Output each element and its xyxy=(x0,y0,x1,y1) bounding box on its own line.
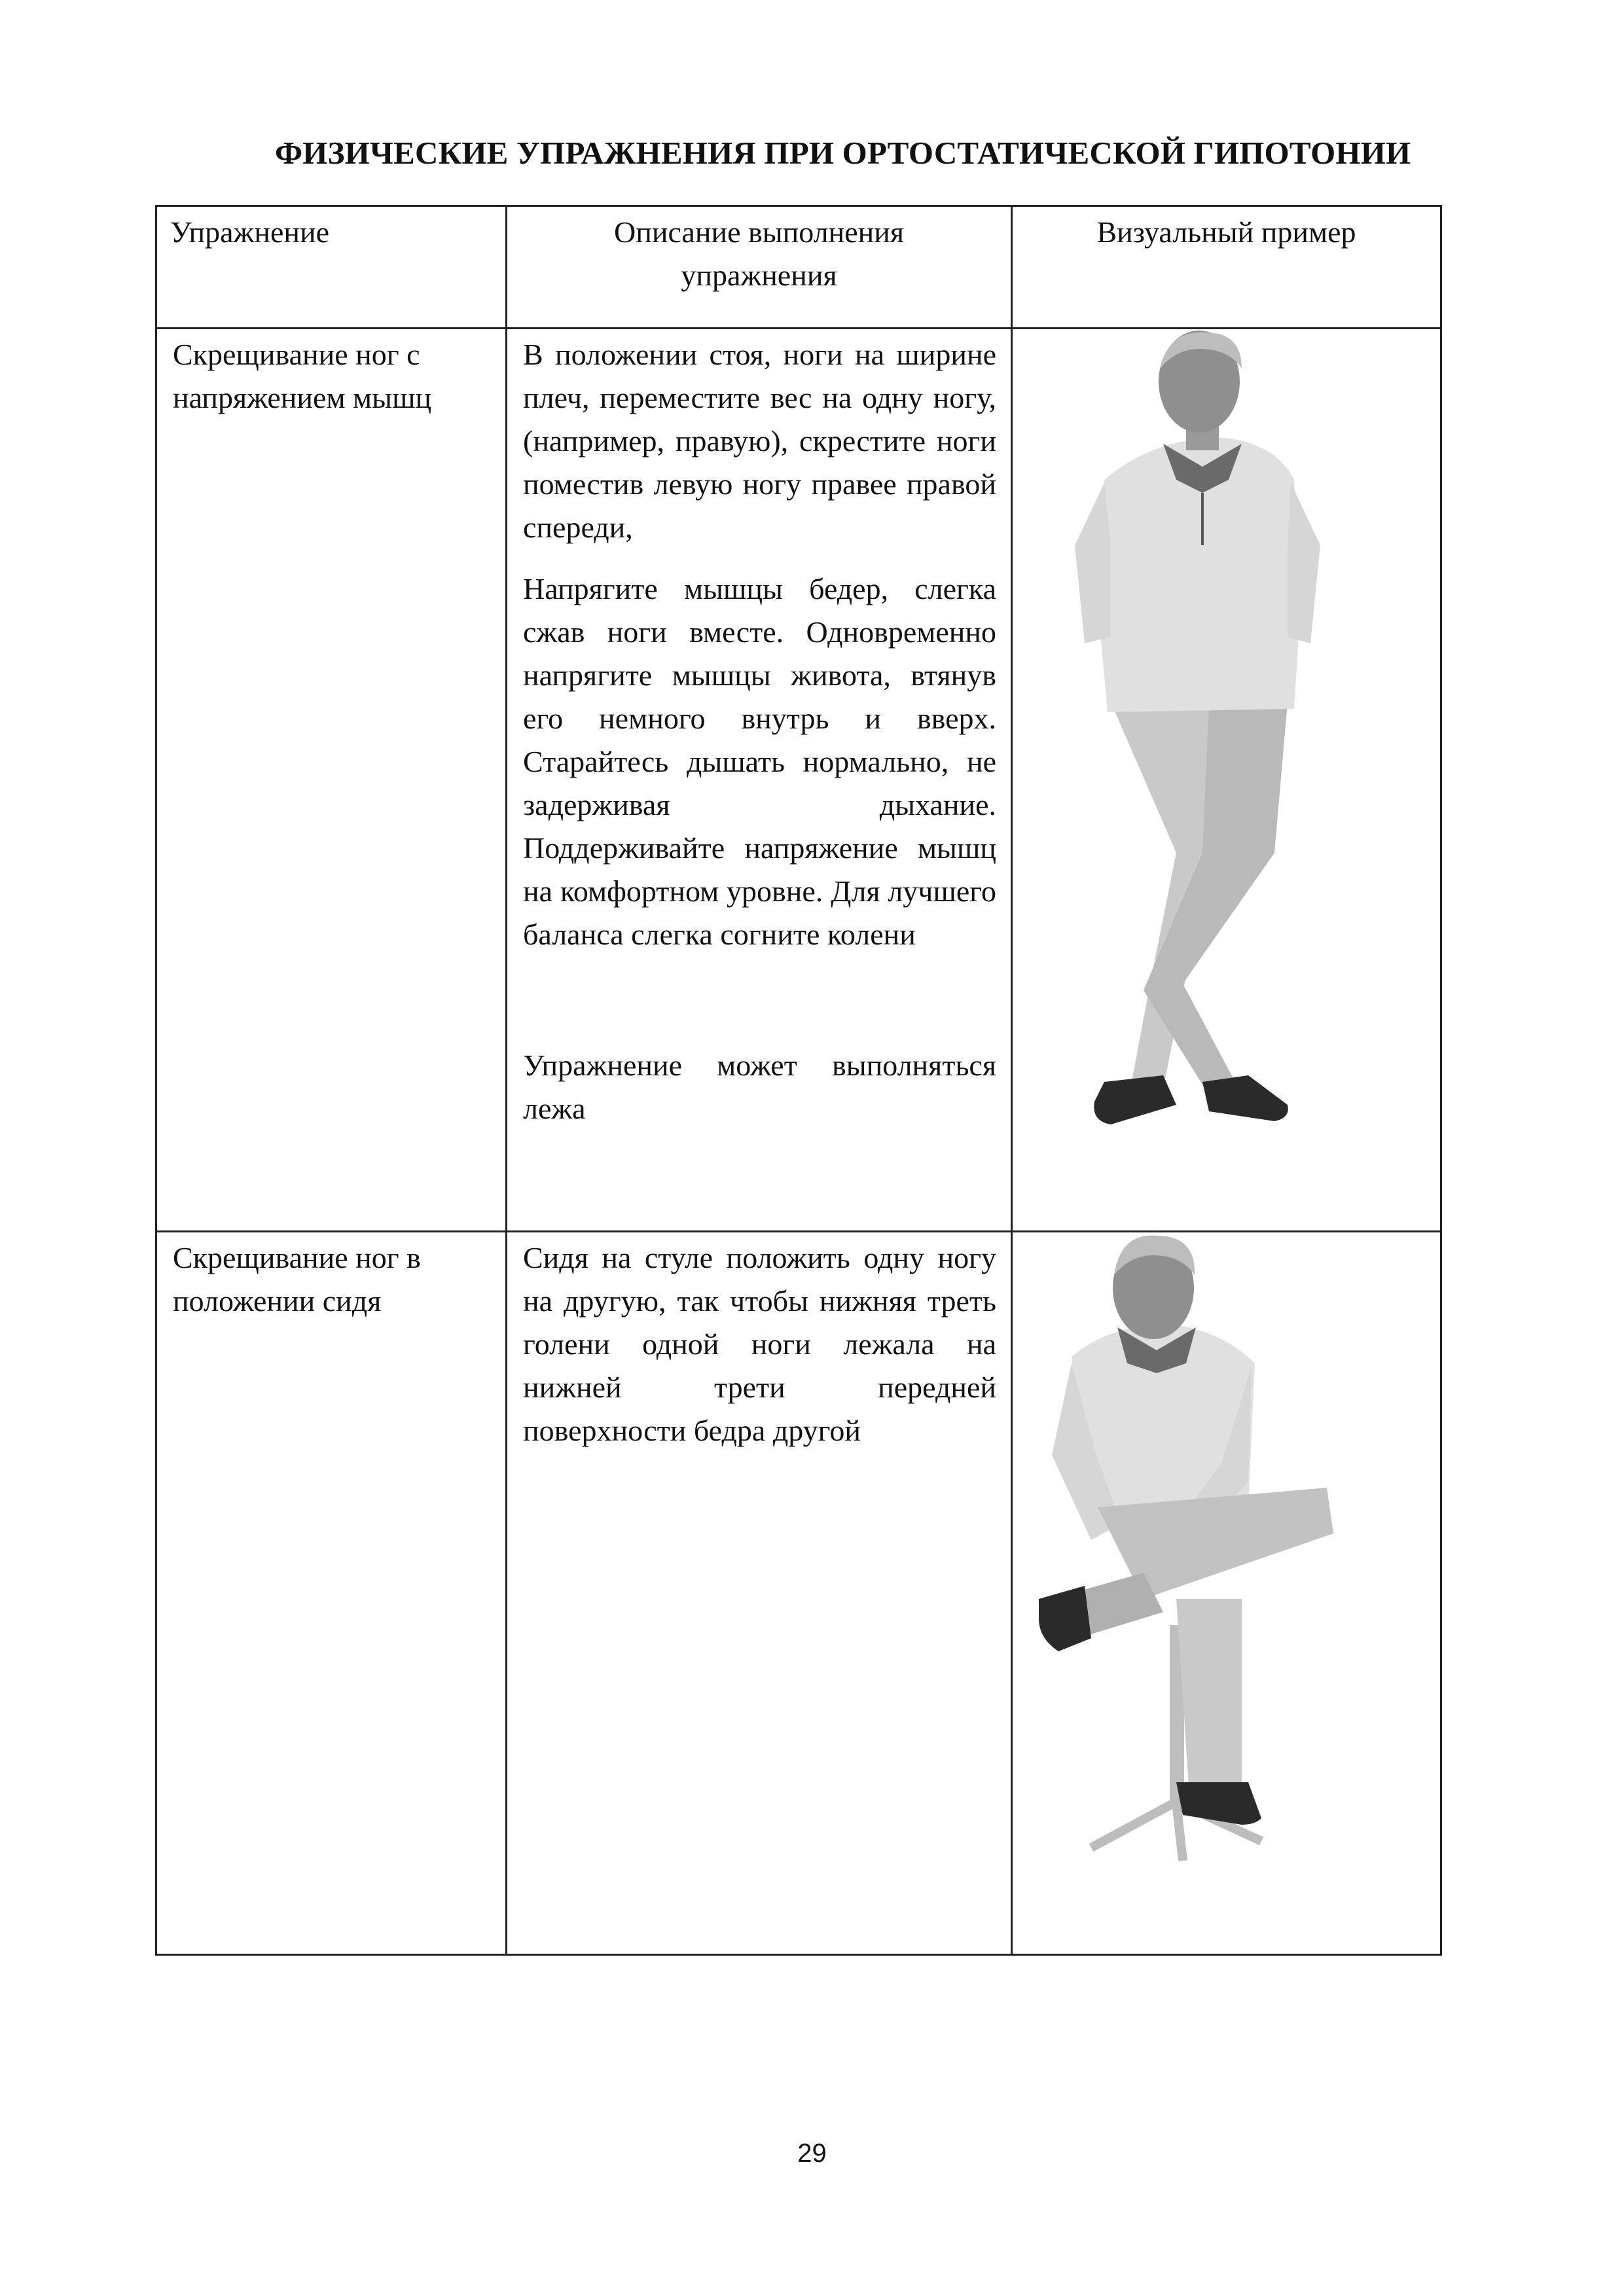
seated-exercise-photo xyxy=(1012,1232,1441,1955)
header-exercise: Упражнение xyxy=(156,206,507,329)
seated-person-illustration xyxy=(1013,1232,1438,1946)
exercise-description xyxy=(507,1232,1012,1955)
exercise-table xyxy=(155,205,1442,1956)
description-paragraph: В положении стоя, ноги на ширине плеч, переместите вес на одну ногу, (например, правую), скрестите ноги поместив левую ногу правее правой спереди, xyxy=(523,338,996,544)
exercise-name: Скрещивание ног в положении сидя xyxy=(156,1232,507,1955)
description-paragraph: Упражнение может выполняться лежа xyxy=(523,1049,996,1125)
table-header-row xyxy=(156,206,1441,329)
header-description: Описание выполнения упражнения xyxy=(507,206,1012,329)
standing-exercise-photo xyxy=(1012,329,1441,1232)
description-paragraph: Напрягите мышцы бедер, слегка сжав ноги вместе. Одновременно напрягите мышцы живота, втянув его немного внутрь и вверх. Старайтесь дышать нормально, не задерживая дыхание. Поддерживайте напряжение мышц на комфортном уровне. Для лучшего баланса слегка согните колени xyxy=(523,572,996,951)
standing-person-illustration xyxy=(1013,329,1438,1223)
page-number: 29 xyxy=(797,2139,827,2168)
header-visual-example: Визуальный пример xyxy=(1012,206,1441,329)
description-paragraph: Сидя на стуле положить одну ногу на другую, так чтобы нижняя треть голени одной ноги лежала на нижней трети передней поверхности бедра другой xyxy=(523,1241,996,1447)
table-row xyxy=(156,1232,1441,1955)
table-row xyxy=(156,329,1441,1232)
exercise-description xyxy=(507,329,1012,1232)
page-title: ФИЗИЧЕСКИЕ УПРАЖНЕНИЯ ПРИ ОРТОСТАТИЧЕСКОЙ ГИПОТОНИИ xyxy=(275,135,1411,171)
exercise-name: Скрещивание ног с напряжением мышц xyxy=(156,329,507,1232)
